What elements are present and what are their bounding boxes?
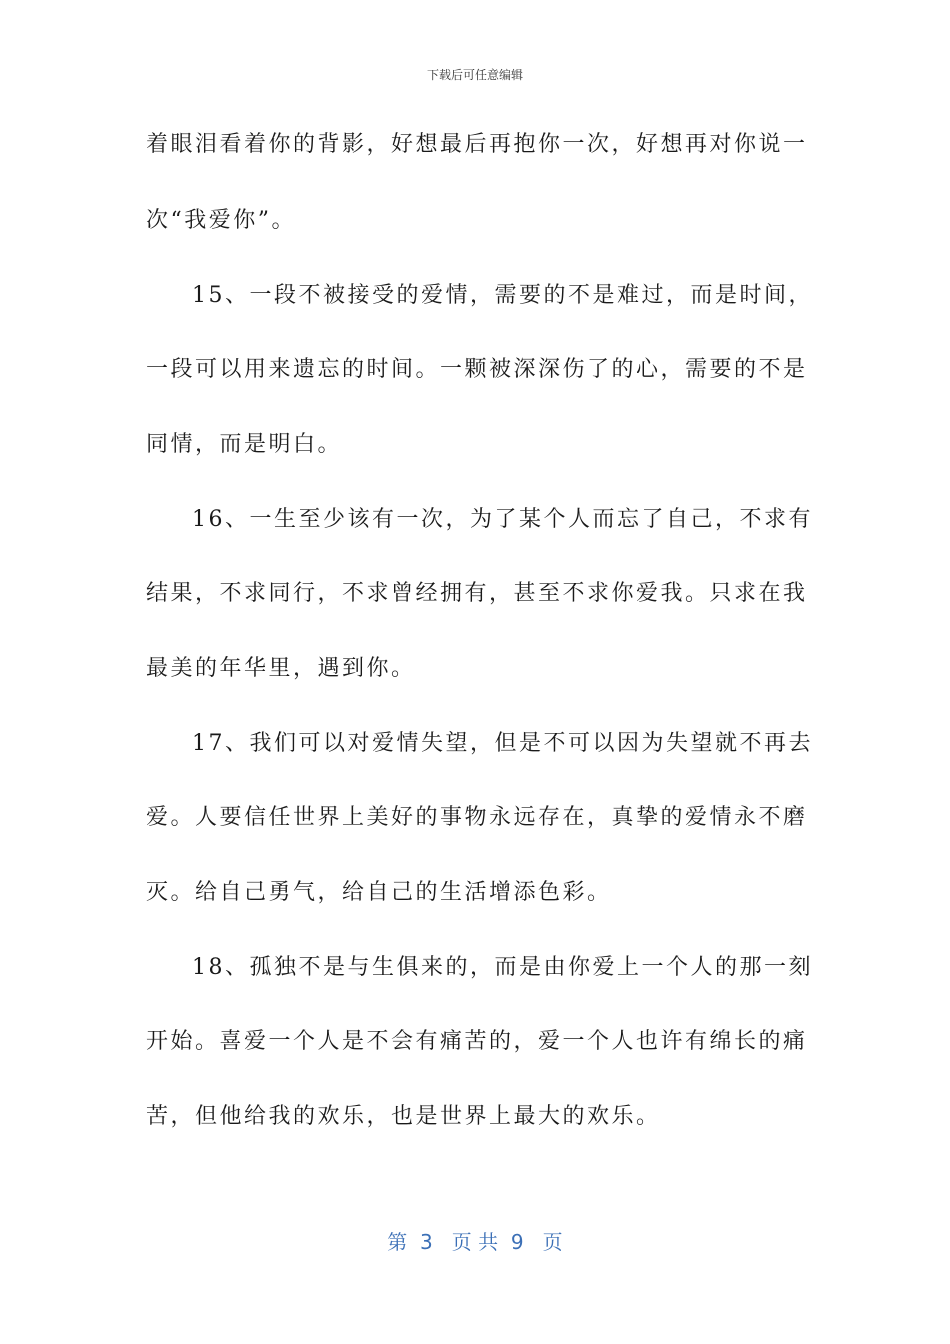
text-line: 最美的年华里，遇到你。 <box>146 656 416 681</box>
text-line: 灭。给自己勇气，给自己的生活增添色彩。 <box>146 880 612 905</box>
paragraph-17-start: 17、我们可以对爱情失望，但是不可以因为失望就不再去 <box>192 731 813 756</box>
page-number-footer: 第 3 页 共 9 页 <box>387 1230 563 1254</box>
paragraph-15-start: 15、一段不被接受的爱情，需要的不是难过，而是时间， <box>192 283 813 308</box>
text-line: 爱。人要信任世界上美好的事物永远存在，真挚的爱情永不磨 <box>146 805 808 830</box>
paragraph-18-start: 18、孤独不是与生俱来的，而是由你爱上一个人的那一刻 <box>192 955 813 980</box>
text-line: 次“我爱你”。 <box>146 208 296 233</box>
text-line: 同情，而是明白。 <box>146 432 343 457</box>
text-line: 一段可以用来遗忘的时间。一颗被深深伤了的心，需要的不是 <box>146 357 808 382</box>
paragraph-16-start: 16、一生至少该有一次，为了某个人而忘了自己，不求有 <box>192 507 813 532</box>
text-line: 苦，但他给我的欢乐，也是世界上最大的欢乐。 <box>146 1104 661 1129</box>
text-line: 开始。喜爱一个人是不会有痛苦的，爱一个人也许有绵长的痛 <box>146 1029 808 1054</box>
text-line: 结果，不求同行，不求曾经拥有，甚至不求你爱我。只求在我 <box>146 581 808 606</box>
text-line: 着眼泪看着你的背影，好想最后再抱你一次，好想再对你说一 <box>146 132 808 157</box>
page-header: 下载后可任意编辑 <box>426 68 523 82</box>
